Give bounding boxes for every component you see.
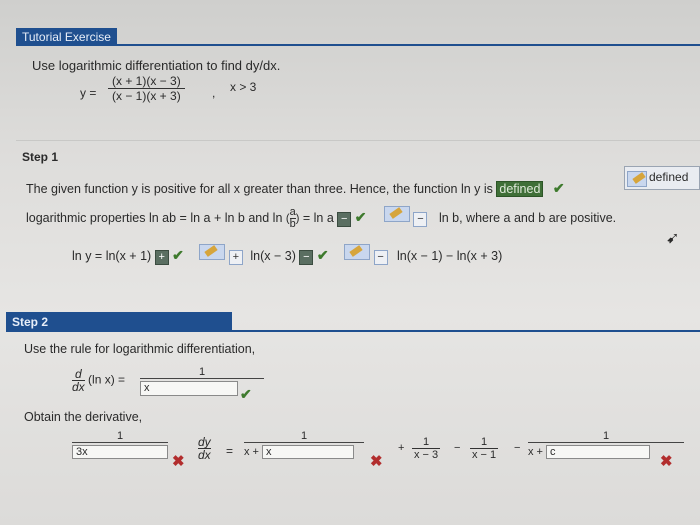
deriv-rule	[72, 368, 125, 393]
answer-key-defined[interactable]	[624, 166, 700, 190]
cross-icon: ✖	[370, 453, 383, 470]
step2-title: Step 2	[12, 315, 49, 329]
f2-num: 1	[300, 430, 308, 442]
cursor-icon: ➹	[666, 230, 680, 247]
f3-den: x − 3	[414, 449, 439, 461]
f3-num: 1	[412, 436, 440, 449]
step2-rule	[6, 330, 700, 332]
f1-denominator-input[interactable]: 3x	[72, 445, 168, 459]
check-icon: ✔	[354, 209, 367, 225]
f5-denominator-input[interactable]: c	[546, 445, 650, 459]
deriv-expr: (ln x) =	[88, 372, 126, 387]
answer-key-sign-2[interactable]: −	[374, 250, 388, 265]
tutorial-title: Tutorial Exercise	[22, 30, 111, 44]
step1-line3-rest: ln(x − 1) − ln(x + 3)	[397, 249, 503, 263]
step1-title: Step 1	[22, 150, 59, 164]
ab-fraction-num: a	[289, 206, 296, 219]
equation-y-label: y =	[80, 86, 97, 100]
f5-num: 1	[602, 430, 610, 442]
problem-comma: ,	[212, 86, 216, 100]
step1-line1	[26, 180, 565, 197]
answer-key-sign-log-property[interactable]: −	[413, 212, 427, 227]
f3-fraction	[412, 436, 440, 461]
f2-den-prefix: x +	[244, 446, 259, 458]
f5-bar	[528, 442, 684, 443]
answer-key-defined-text: defined	[649, 170, 689, 184]
step1-line3-term2: ln(x − 3)	[250, 249, 296, 263]
minus-sign-1: −	[454, 442, 461, 454]
problem-numerator: (x + 1)(x − 3)	[108, 74, 185, 89]
f2-denominator-input[interactable]: x	[262, 445, 354, 459]
pencil-key-icon[interactable]	[344, 244, 370, 260]
header-rule	[16, 44, 700, 46]
ab-fraction: ( $\frac{a}{b}$ )	[285, 206, 300, 231]
deriv-n: d	[72, 368, 85, 381]
equals-sign: =	[226, 444, 234, 458]
f2-den	[244, 445, 364, 459]
dy-dx	[198, 436, 211, 461]
step1-line2-prefix: logarithmic properties ln ab = ln a + ln b and ln	[26, 211, 283, 225]
pencil-key-icon[interactable]	[384, 206, 410, 222]
rule-fraction-bar	[140, 378, 264, 379]
f4-num: 1	[470, 436, 498, 449]
step2-header-bar	[6, 312, 232, 332]
f4-fraction	[470, 436, 498, 461]
rule-text: Use the rule for logarithmic differentiation,	[24, 342, 256, 356]
answer-key-sign-1[interactable]: +	[229, 250, 243, 265]
sign-field-1[interactable]: +	[155, 250, 169, 265]
cross-icon: ✖	[172, 453, 185, 470]
instruction-text: Use logarithmic differentiation to find dy/dx.	[32, 58, 281, 73]
problem-denominator: (x − 1)(x + 3)	[112, 89, 181, 103]
f1-fraction	[72, 430, 168, 459]
step1-line3-lhs: ln y = ln(x + 1)	[72, 249, 152, 263]
check-icon: ✔	[552, 180, 565, 196]
problem-condition: x > 3	[230, 80, 257, 94]
rule-numerator: 1	[198, 366, 206, 378]
step1-line3	[72, 244, 502, 265]
step1-line1-text: The given function y is positive for all x greater than three. Hence, the function ln y is	[26, 182, 493, 196]
pencil-key-icon	[627, 171, 647, 187]
check-icon: ✔	[172, 247, 184, 263]
ab-fraction-den: b	[289, 218, 296, 231]
check-icon: ✔	[316, 247, 329, 263]
dy-n: dy	[198, 435, 211, 449]
minus-sign-2: −	[514, 442, 521, 454]
f1-bar	[72, 442, 168, 443]
step1-line2-mid: = ln a	[302, 211, 334, 225]
cross-icon: ✖	[660, 453, 673, 470]
f2-bar	[244, 442, 364, 443]
step1-line2-suffix: ln b, where a and b are positive.	[438, 211, 617, 225]
problem-fraction	[108, 74, 185, 103]
rule-denominator-input[interactable]: x	[140, 381, 238, 396]
sign-field-2[interactable]: −	[299, 250, 313, 265]
defined-answer-field[interactable]: defined	[496, 181, 543, 197]
f1-num: 1	[116, 430, 124, 442]
sign-field-log-property[interactable]: −	[337, 212, 351, 227]
f4-den: x − 1	[472, 449, 497, 461]
plus-sign: +	[398, 442, 405, 454]
f2-fraction	[244, 430, 364, 459]
f5-den-prefix: x +	[528, 446, 543, 458]
separator	[16, 140, 700, 141]
pencil-key-icon[interactable]	[199, 244, 225, 260]
dy-d: dx	[198, 448, 211, 462]
step1-line2	[26, 206, 616, 230]
obtain-text: Obtain the derivative,	[24, 410, 143, 424]
check-icon: ✔	[240, 386, 252, 402]
deriv-d: dx	[72, 380, 85, 394]
